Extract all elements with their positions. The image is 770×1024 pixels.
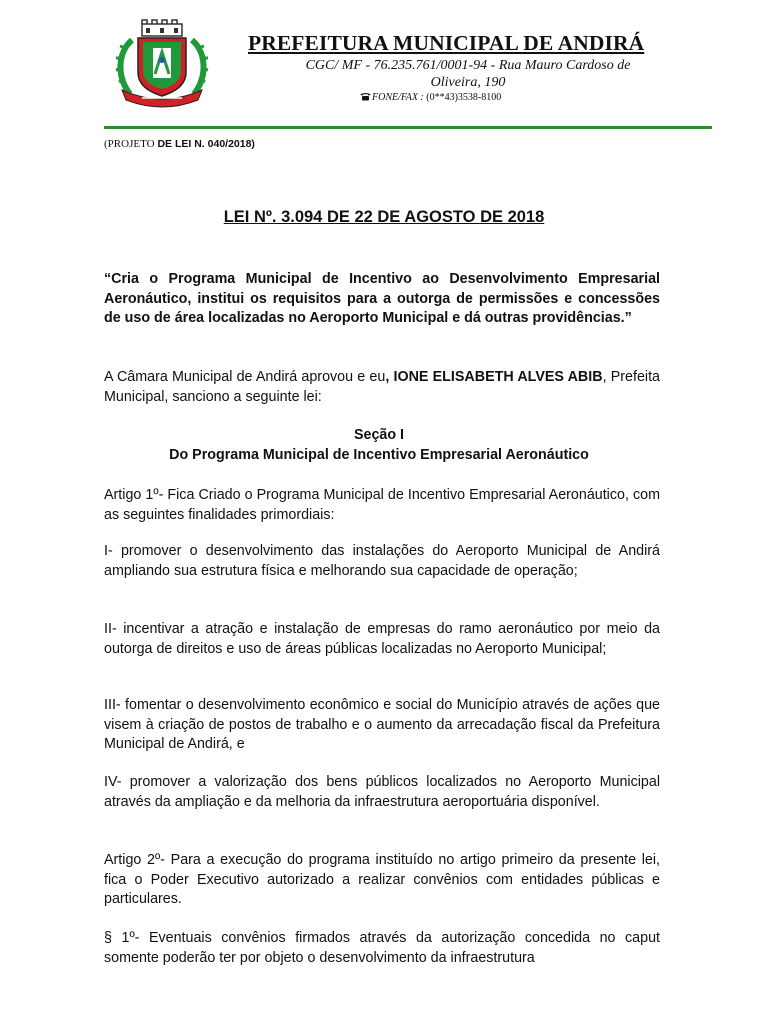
paragraph-1: § 1º- Eventuais convênios firmados através da autorização concedida no caput somente poderão ter por objeto o desenvolvimento da infraestrutura — [104, 930, 660, 966]
article-1: Artigo 1º- Fica Criado o Programa Municipal de Incentivo Empresarial Aeronáutico, com as seguintes finalidades primordiais: — [104, 487, 660, 523]
phone-number: (0**43)3538-8100 — [426, 92, 502, 103]
header-address — [248, 57, 688, 91]
law-title: LEI Nº. 3.094 DE 22 DE AGOSTO DE 2018 — [223, 208, 545, 226]
item-i: I- promover o desenvolvimento das instalações do Aeroporto Municipal de Andirá ampliando sua estrutura física e melhorando sua capacidade de operação; — [104, 543, 660, 579]
article-2: Artigo 2º- Para a execução do programa instituído no artigo primeiro da presente lei, fica o Poder Executivo autorizado a realizar convênios com entidades públicas e particulares. — [104, 852, 660, 907]
section-title: Do Programa Municipal de Incentivo Empresarial Aeronáutico — [169, 447, 589, 463]
item-iv: IV- promover a valorização dos bens públicos localizados no Aeroporto Municipal através da ampliação e da melhoria da infraestrutura aeroportuária disponível. — [104, 774, 660, 810]
item-ii: II- incentivar a atração e instalação de empresas do ramo aeronáutico por meio da outorga de direitos e uso de áreas públicas localizadas no Aeroporto Municipal; — [104, 621, 660, 657]
preamble-ending: , Prefeita Municipal, sanciono a seguinte lei: — [104, 369, 661, 405]
telephone-icon — [360, 92, 371, 101]
address-line-2: Oliveira, 190 — [430, 75, 506, 90]
municipality-title: PREFEITURA MUNICIPAL DE ANDIRÁ — [248, 31, 645, 55]
preamble-text: A Câmara Municipal de Andirá aprovou e eu — [104, 369, 386, 385]
ementa: “Cria o Programa Municipal de Incentivo ao Desenvolvimento Empresarial Aeronáutico, institui os requisitos para a outorga de permissões e concessões de uso de área localizadas no Aeroporto Municipal e dá outras providências.” — [104, 271, 660, 326]
preamble — [104, 368, 660, 407]
project-ref-word: PROJETO — [107, 138, 155, 150]
header-divider — [104, 126, 712, 129]
section-label: Seção I — [353, 427, 405, 443]
phone-label: FONE/FAX : — [372, 92, 424, 103]
municipal-coat-of-arms — [112, 18, 212, 110]
project-ref-number: DE LEI N. 040/2018) — [154, 138, 255, 150]
address-line-1: CGC/ MF - 76.235.761/0001-94 - Rua Mauro Cardoso de — [305, 58, 631, 73]
item-iii: III- fomentar o desenvolvimento econômico e social do Município através de ações que visem à criação de postos de trabalho e o aumento da arrecadação fiscal da Prefeitura Municipal de Andirá, e — [104, 697, 660, 752]
header-phone — [360, 92, 501, 103]
project-ref-paren: ( — [104, 138, 108, 150]
project-reference — [104, 138, 255, 150]
mayor-name: , IONE ELISABETH ALVES ABIB — [385, 369, 603, 385]
